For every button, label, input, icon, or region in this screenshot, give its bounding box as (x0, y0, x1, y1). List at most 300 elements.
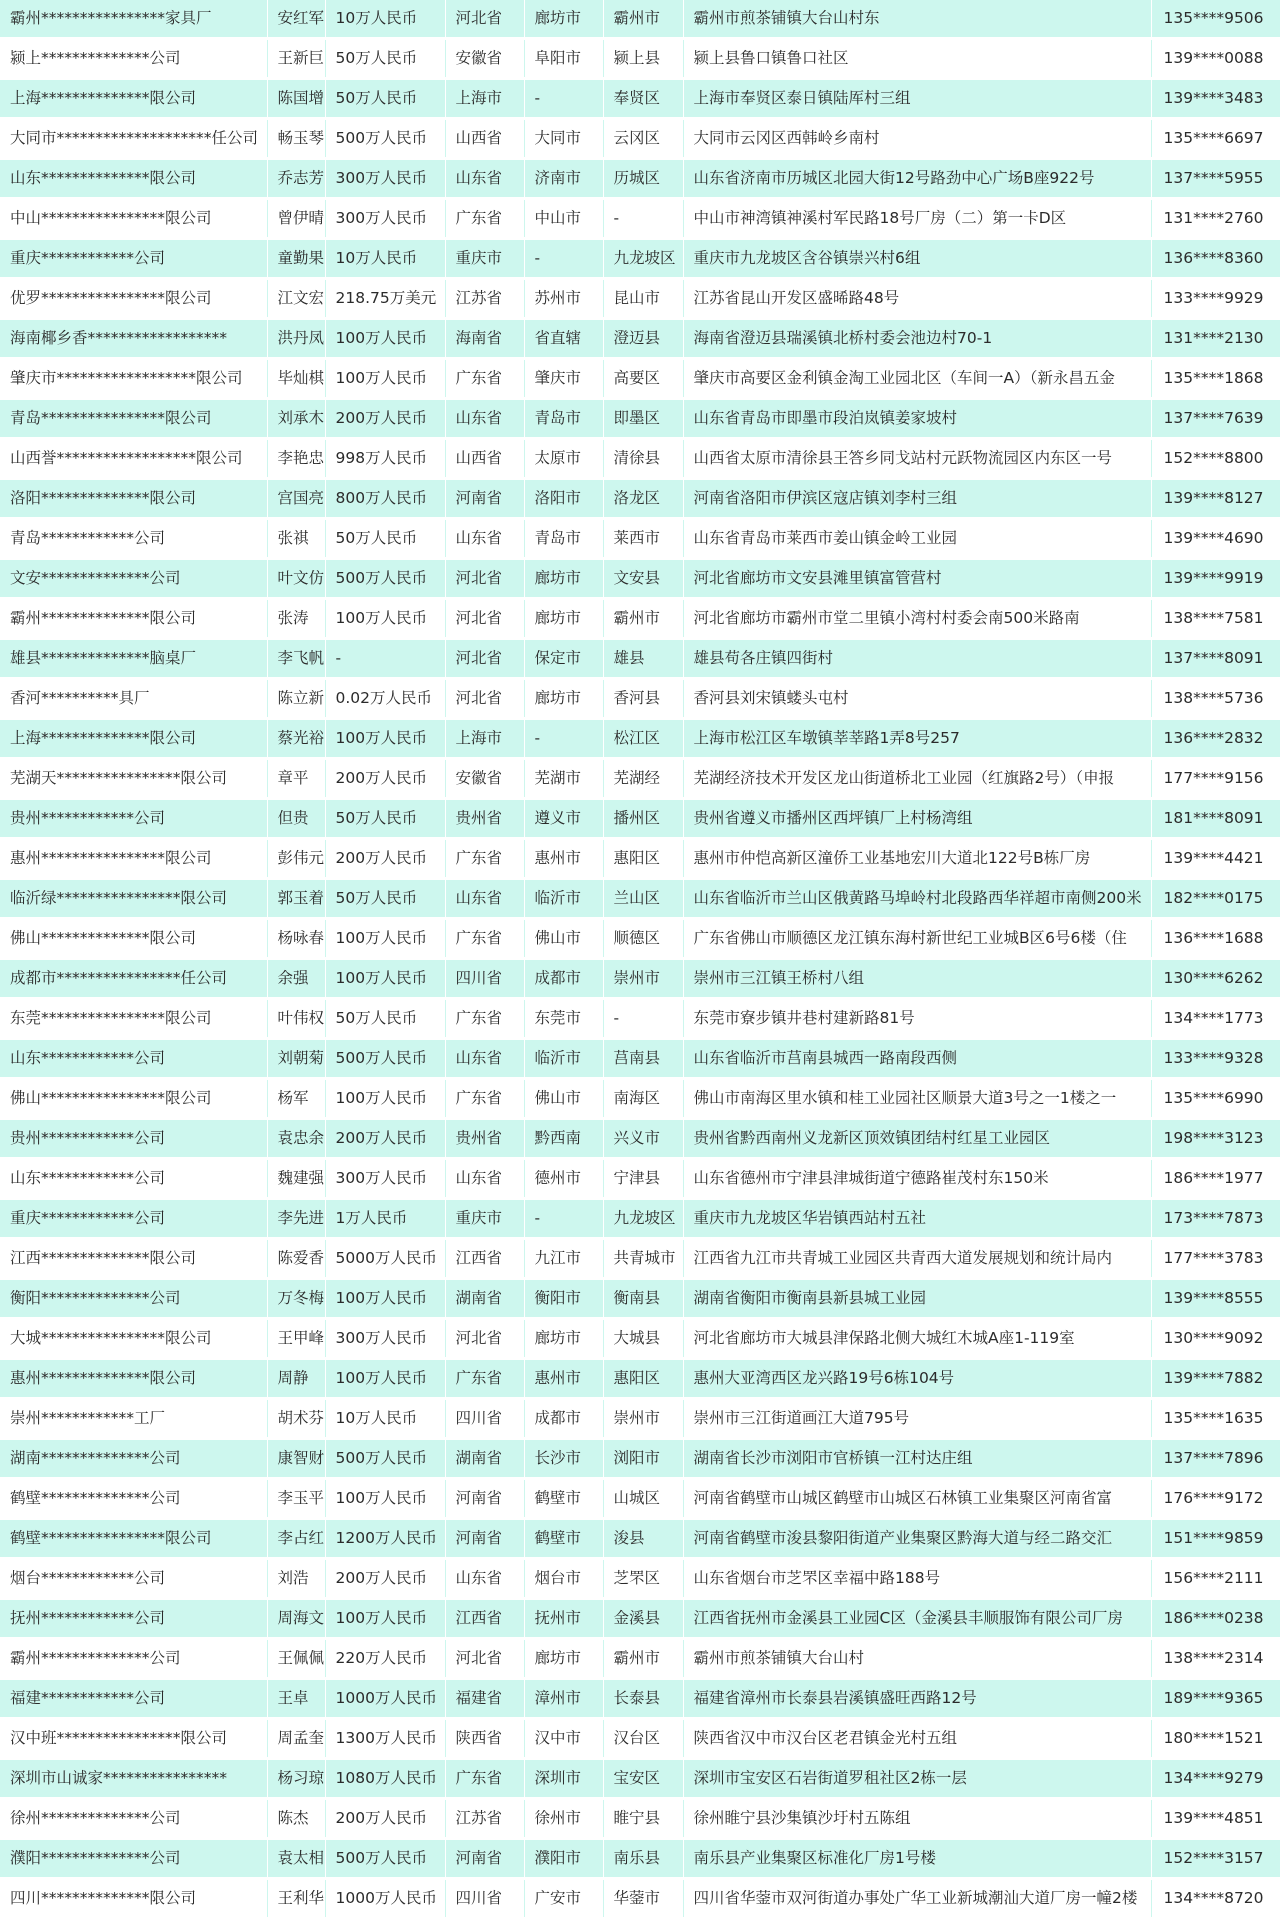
registered-capital-cell: 100万人民币 (325, 1479, 445, 1519)
city-cell: 深圳市 (524, 1759, 603, 1799)
phone-cell: 176****9172 (1151, 1479, 1280, 1519)
table-row (0, 1359, 1280, 1399)
table-row (0, 839, 1280, 879)
district-cell: 高要区 (603, 359, 683, 399)
address-cell: 大同市云冈区西韩岭乡南村 (683, 119, 1151, 159)
company-name-cell: 重庆************公司 (0, 239, 267, 279)
address-cell: 河北省廊坊市大城县津保路北侧大城红木城A座1-119室 (683, 1319, 1151, 1359)
city-cell: - (524, 1199, 603, 1239)
city-cell: 佛山市 (524, 919, 603, 959)
address-cell: 中山市神湾镇神溪村军民路18号厂房（二）第一卡D区 (683, 199, 1151, 239)
province-cell: 河北省 (445, 1319, 524, 1359)
company-name-cell: 洛阳**************限公司 (0, 479, 267, 519)
registered-capital-cell: 300万人民币 (325, 1319, 445, 1359)
phone-cell: 186****1977 (1151, 1159, 1280, 1199)
company-name-cell: 文安**************公司 (0, 559, 267, 599)
city-cell: 长沙市 (524, 1439, 603, 1479)
district-cell: 清徐县 (603, 439, 683, 479)
district-cell: 颍上县 (603, 39, 683, 79)
company-name-cell: 鹤壁**************公司 (0, 1479, 267, 1519)
district-cell: 宁津县 (603, 1159, 683, 1199)
district-cell: 惠阳区 (603, 839, 683, 879)
city-cell: 廊坊市 (524, 1319, 603, 1359)
province-cell: 广东省 (445, 1759, 524, 1799)
phone-cell: 138****5736 (1151, 679, 1280, 719)
legal-person-cell: 安红军 (267, 0, 325, 39)
address-cell: 江西省九江市共青城工业园区共青西大道发展规划和统计局内 (683, 1239, 1151, 1279)
province-cell: 河南省 (445, 1519, 524, 1559)
legal-person-cell: 刘朝菊 (267, 1039, 325, 1079)
phone-cell: 139****9919 (1151, 559, 1280, 599)
legal-person-cell: 袁忠余 (267, 1119, 325, 1159)
district-cell: 共青城市 (603, 1239, 683, 1279)
table-row (0, 879, 1280, 919)
company-name-cell: 颍上**************公司 (0, 39, 267, 79)
district-cell: 长泰县 (603, 1679, 683, 1719)
city-cell: 廊坊市 (524, 559, 603, 599)
province-cell: 江西省 (445, 1599, 524, 1639)
province-cell: 山东省 (445, 879, 524, 919)
province-cell: 河北省 (445, 1639, 524, 1679)
legal-person-cell: 李先进 (267, 1199, 325, 1239)
legal-person-cell: 叶伟权 (267, 999, 325, 1039)
table-row (0, 359, 1280, 399)
registered-capital-cell: 500万人民币 (325, 1039, 445, 1079)
phone-cell: 138****7581 (1151, 599, 1280, 639)
table-row (0, 1759, 1280, 1799)
phone-cell: 151****9859 (1151, 1519, 1280, 1559)
city-cell: 廊坊市 (524, 0, 603, 39)
address-cell: 上海市松江区车墩镇莘莘路1弄8号257 (683, 719, 1151, 759)
legal-person-cell: 章平 (267, 759, 325, 799)
legal-person-cell: 李飞帆 (267, 639, 325, 679)
table-row (0, 679, 1280, 719)
phone-cell: 177****3783 (1151, 1239, 1280, 1279)
address-cell: 山东省临沂市莒南县城西一路南段西侧 (683, 1039, 1151, 1079)
table-row (0, 1519, 1280, 1559)
province-cell: 山东省 (445, 1159, 524, 1199)
table-row (0, 1479, 1280, 1519)
registered-capital-cell: 100万人民币 (325, 919, 445, 959)
company-name-cell: 崇州************工厂 (0, 1399, 267, 1439)
registered-capital-cell: 200万人民币 (325, 1119, 445, 1159)
registered-capital-cell: 5000万人民币 (325, 1239, 445, 1279)
table-row (0, 1879, 1280, 1919)
phone-cell: 137****8091 (1151, 639, 1280, 679)
city-cell: 廊坊市 (524, 1639, 603, 1679)
address-cell: 雄县苟各庄镇四街村 (683, 639, 1151, 679)
city-cell: 鹤壁市 (524, 1479, 603, 1519)
province-cell: 广东省 (445, 919, 524, 959)
legal-person-cell: 胡术芬 (267, 1399, 325, 1439)
legal-person-cell: 王新巨 (267, 39, 325, 79)
table-row (0, 519, 1280, 559)
table-row (0, 1399, 1280, 1439)
province-cell: 河南省 (445, 1479, 524, 1519)
company-name-cell: 贵州************公司 (0, 1119, 267, 1159)
legal-person-cell: 周海文 (267, 1599, 325, 1639)
province-cell: 广东省 (445, 1359, 524, 1399)
table-row (0, 1839, 1280, 1879)
legal-person-cell: 王利华 (267, 1879, 325, 1919)
province-cell: 山东省 (445, 1559, 524, 1599)
registered-capital-cell: 200万人民币 (325, 399, 445, 439)
company-name-cell: 霸州**************公司 (0, 1639, 267, 1679)
province-cell: 山东省 (445, 399, 524, 439)
table-row (0, 719, 1280, 759)
address-cell: 东莞市寮步镇井巷村建新路81号 (683, 999, 1151, 1039)
registered-capital-cell: 100万人民币 (325, 1599, 445, 1639)
registered-capital-cell: 50万人民币 (325, 999, 445, 1039)
company-name-cell: 青岛************公司 (0, 519, 267, 559)
company-name-cell: 青岛****************限公司 (0, 399, 267, 439)
legal-person-cell: 李玉平 (267, 1479, 325, 1519)
table-row (0, 399, 1280, 439)
table-row (0, 559, 1280, 599)
city-cell: 鹤壁市 (524, 1519, 603, 1559)
legal-person-cell: 洪丹凤 (267, 319, 325, 359)
city-cell: 烟台市 (524, 1559, 603, 1599)
city-cell: 济南市 (524, 159, 603, 199)
company-name-cell: 惠州****************限公司 (0, 839, 267, 879)
company-name-cell: 烟台************公司 (0, 1559, 267, 1599)
province-cell: 贵州省 (445, 799, 524, 839)
phone-cell: 130****6262 (1151, 959, 1280, 999)
district-cell: 霸州市 (603, 599, 683, 639)
phone-cell: 135****6697 (1151, 119, 1280, 159)
registered-capital-cell: 1200万人民币 (325, 1519, 445, 1559)
city-cell: 惠州市 (524, 1359, 603, 1399)
registered-capital-cell: 1000万人民币 (325, 1879, 445, 1919)
phone-cell: 137****7896 (1151, 1439, 1280, 1479)
district-cell: 播州区 (603, 799, 683, 839)
city-cell: 惠州市 (524, 839, 603, 879)
address-cell: 山东省德州市宁津县津城街道宁德路崔茂村东150米 (683, 1159, 1151, 1199)
company-name-cell: 优罗****************限公司 (0, 279, 267, 319)
registered-capital-cell: 300万人民币 (325, 199, 445, 239)
company-name-cell: 佛山**************限公司 (0, 919, 267, 959)
phone-cell: 134****9279 (1151, 1759, 1280, 1799)
registered-capital-cell: 200万人民币 (325, 1799, 445, 1839)
address-cell: 霸州市煎茶铺镇大台山村 (683, 1639, 1151, 1679)
province-cell: 山东省 (445, 1039, 524, 1079)
registered-capital-cell: 100万人民币 (325, 359, 445, 399)
district-cell: 澄迈县 (603, 319, 683, 359)
table-row (0, 199, 1280, 239)
registered-capital-cell: 998万人民币 (325, 439, 445, 479)
registered-capital-cell: 100万人民币 (325, 959, 445, 999)
company-name-cell: 大同市********************任公司 (0, 119, 267, 159)
legal-person-cell: 畅玉琴 (267, 119, 325, 159)
registered-capital-cell: 200万人民币 (325, 759, 445, 799)
table-row (0, 799, 1280, 839)
phone-cell: 136****1688 (1151, 919, 1280, 959)
address-cell: 海南省澄迈县瑞溪镇北桥村委会池边村70-1 (683, 319, 1151, 359)
city-cell: - (524, 719, 603, 759)
registered-capital-cell: 50万人民币 (325, 799, 445, 839)
registered-capital-cell: 500万人民币 (325, 559, 445, 599)
phone-cell: 189****9365 (1151, 1679, 1280, 1719)
legal-person-cell: 余强 (267, 959, 325, 999)
city-cell: 汉中市 (524, 1719, 603, 1759)
district-cell: 华蓥市 (603, 1879, 683, 1919)
address-cell: 惠州市仲恺高新区潼侨工业基地宏川大道北122号B栋厂房 (683, 839, 1151, 879)
legal-person-cell: 乔志芳 (267, 159, 325, 199)
district-cell: 浚县 (603, 1519, 683, 1559)
province-cell: 安徽省 (445, 39, 524, 79)
registered-capital-cell: 100万人民币 (325, 1279, 445, 1319)
table-row (0, 759, 1280, 799)
company-name-cell: 霸州****************家具厂 (0, 0, 267, 39)
city-cell: 洛阳市 (524, 479, 603, 519)
address-cell: 陕西省汉中市汉台区老君镇金光村五组 (683, 1719, 1151, 1759)
registered-capital-cell: 800万人民币 (325, 479, 445, 519)
table-row (0, 1799, 1280, 1839)
company-name-cell: 鹤壁****************限公司 (0, 1519, 267, 1559)
company-name-cell: 雄县**************脑桌厂 (0, 639, 267, 679)
legal-person-cell: 杨军 (267, 1079, 325, 1119)
table-row (0, 159, 1280, 199)
province-cell: 广东省 (445, 1079, 524, 1119)
company-name-cell: 湖南**************公司 (0, 1439, 267, 1479)
company-name-cell: 衡阳**************公司 (0, 1279, 267, 1319)
address-cell: 山西省太原市清徐县王答乡同戈站村元跃物流园区内东区一号 (683, 439, 1151, 479)
registered-capital-cell: 300万人民币 (325, 1159, 445, 1199)
district-cell: 兴义市 (603, 1119, 683, 1159)
district-cell: 莱西市 (603, 519, 683, 559)
district-cell: 霸州市 (603, 1639, 683, 1679)
address-cell: 河南省鹤壁市浚县黎阳街道产业集聚区黔海大道与经二路交汇 (683, 1519, 1151, 1559)
legal-person-cell: 万冬梅 (267, 1279, 325, 1319)
company-name-cell: 福建************公司 (0, 1679, 267, 1719)
province-cell: 安徽省 (445, 759, 524, 799)
city-cell: 成都市 (524, 1399, 603, 1439)
company-name-cell: 佛山****************限公司 (0, 1079, 267, 1119)
table-row (0, 599, 1280, 639)
registered-capital-cell: 100万人民币 (325, 719, 445, 759)
legal-person-cell: 曾伊晴 (267, 199, 325, 239)
district-cell: 莒南县 (603, 1039, 683, 1079)
legal-person-cell: 陈国增 (267, 79, 325, 119)
company-name-cell: 四川**************限公司 (0, 1879, 267, 1919)
district-cell: 汉台区 (603, 1719, 683, 1759)
address-cell: 山东省烟台市芝罘区幸福中路188号 (683, 1559, 1151, 1599)
province-cell: 山西省 (445, 119, 524, 159)
phone-cell: 173****7873 (1151, 1199, 1280, 1239)
city-cell: 苏州市 (524, 279, 603, 319)
table-row (0, 959, 1280, 999)
registered-capital-cell: 50万人民币 (325, 79, 445, 119)
province-cell: 江苏省 (445, 1799, 524, 1839)
legal-person-cell: 魏建强 (267, 1159, 325, 1199)
phone-cell: 131****2760 (1151, 199, 1280, 239)
registered-capital-cell: 1080万人民币 (325, 1759, 445, 1799)
phone-cell: 137****7639 (1151, 399, 1280, 439)
district-cell: 云冈区 (603, 119, 683, 159)
province-cell: 河北省 (445, 679, 524, 719)
phone-cell: 137****5955 (1151, 159, 1280, 199)
phone-cell: 138****2314 (1151, 1639, 1280, 1679)
registered-capital-cell: 0.02万人民币 (325, 679, 445, 719)
province-cell: 四川省 (445, 959, 524, 999)
legal-person-cell: 张涛 (267, 599, 325, 639)
province-cell: 河南省 (445, 1839, 524, 1879)
phone-cell: 139****4421 (1151, 839, 1280, 879)
legal-person-cell: 康智财 (267, 1439, 325, 1479)
address-cell: 河北省廊坊市文安县滩里镇富管营村 (683, 559, 1151, 599)
district-cell: 松江区 (603, 719, 683, 759)
phone-cell: 177****9156 (1151, 759, 1280, 799)
city-cell: 保定市 (524, 639, 603, 679)
company-name-cell: 深圳市山诚家**************** (0, 1759, 267, 1799)
legal-person-cell: 彭伟元 (267, 839, 325, 879)
table-row (0, 1599, 1280, 1639)
registered-capital-cell: 500万人民币 (325, 119, 445, 159)
province-cell: 广东省 (445, 199, 524, 239)
address-cell: 山东省临沂市兰山区俄黄路马埠岭村北段路西华祥超市南侧200米 (683, 879, 1151, 919)
city-cell: 大同市 (524, 119, 603, 159)
address-cell: 山东省青岛市莱西市姜山镇金岭工业园 (683, 519, 1151, 559)
address-cell: 贵州省遵义市播州区西坪镇厂上村杨湾组 (683, 799, 1151, 839)
address-cell: 河南省鹤壁市山城区鹤壁市山城区石林镇工业集聚区河南省富 (683, 1479, 1151, 1519)
registered-capital-cell: 10万人民币 (325, 1399, 445, 1439)
city-cell: 衡阳市 (524, 1279, 603, 1319)
legal-person-cell: 张祺 (267, 519, 325, 559)
province-cell: 河北省 (445, 639, 524, 679)
legal-person-cell: 王甲峰 (267, 1319, 325, 1359)
district-cell: 霸州市 (603, 0, 683, 39)
company-name-cell: 中山****************限公司 (0, 199, 267, 239)
phone-cell: 135****9506 (1151, 0, 1280, 39)
table-row (0, 279, 1280, 319)
province-cell: 广东省 (445, 999, 524, 1039)
address-cell: 江西省抚州市金溪县工业园C区（金溪县丰顺服饰有限公司厂房 (683, 1599, 1151, 1639)
province-cell: 河北省 (445, 0, 524, 39)
address-cell: 崇州市三江镇王桥村八组 (683, 959, 1151, 999)
district-cell: 衡南县 (603, 1279, 683, 1319)
city-cell: 徐州市 (524, 1799, 603, 1839)
district-cell: 浏阳市 (603, 1439, 683, 1479)
phone-cell: 136****8360 (1151, 239, 1280, 279)
legal-person-cell: 童勤果 (267, 239, 325, 279)
city-cell: 佛山市 (524, 1079, 603, 1119)
city-cell: 廊坊市 (524, 599, 603, 639)
legal-person-cell: 李艳忠 (267, 439, 325, 479)
district-cell: 山城区 (603, 1479, 683, 1519)
company-name-cell: 上海**************限公司 (0, 79, 267, 119)
table-row (0, 1319, 1280, 1359)
address-cell: 香河县刘宋镇蝼头屯村 (683, 679, 1151, 719)
province-cell: 广东省 (445, 839, 524, 879)
phone-cell: 152****8800 (1151, 439, 1280, 479)
district-cell: 崇州市 (603, 1399, 683, 1439)
district-cell: 宝安区 (603, 1759, 683, 1799)
province-cell: 上海市 (445, 79, 524, 119)
address-cell: 上海市奉贤区泰日镇陆厍村三组 (683, 79, 1151, 119)
registered-capital-cell: 50万人民币 (325, 519, 445, 559)
table-row (0, 0, 1280, 39)
province-cell: 重庆市 (445, 1199, 524, 1239)
legal-person-cell: 但贵 (267, 799, 325, 839)
legal-person-cell: 叶文仿 (267, 559, 325, 599)
province-cell: 河北省 (445, 599, 524, 639)
phone-cell: 139****8555 (1151, 1279, 1280, 1319)
registered-capital-cell: 218.75万美元 (325, 279, 445, 319)
phone-cell: 133****9929 (1151, 279, 1280, 319)
table-row (0, 239, 1280, 279)
city-cell: 临沂市 (524, 879, 603, 919)
address-cell: 崇州市三江街道画江大道795号 (683, 1399, 1151, 1439)
address-cell: 广东省佛山市顺德区龙江镇东海村新世纪工业城B区6号6楼（住 (683, 919, 1151, 959)
address-cell: 福建省漳州市长泰县岩溪镇盛旺西路12号 (683, 1679, 1151, 1719)
district-cell: 崇州市 (603, 959, 683, 999)
district-cell: 惠阳区 (603, 1359, 683, 1399)
legal-person-cell: 江文宏 (267, 279, 325, 319)
district-cell: 九龙坡区 (603, 239, 683, 279)
table-row (0, 1119, 1280, 1159)
province-cell: 河南省 (445, 479, 524, 519)
address-cell: 江苏省昆山开发区盛晞路48号 (683, 279, 1151, 319)
address-cell: 河南省洛阳市伊滨区寇店镇刘李村三组 (683, 479, 1151, 519)
company-name-cell: 江西**************限公司 (0, 1239, 267, 1279)
registered-capital-cell: 10万人民币 (325, 0, 445, 39)
district-cell: 芜湖经 (603, 759, 683, 799)
legal-person-cell: 杨咏春 (267, 919, 325, 959)
address-cell: 四川省华蓥市双河街道办事处广华工业新城潮汕大道厂房一幢2楼 (683, 1879, 1151, 1919)
company-name-cell: 抚州************公司 (0, 1599, 267, 1639)
table-row (0, 1279, 1280, 1319)
address-cell: 南乐县产业集聚区标准化厂房1号楼 (683, 1839, 1151, 1879)
registered-capital-cell: - (325, 639, 445, 679)
table-row (0, 39, 1280, 79)
table-row (0, 1639, 1280, 1679)
table-row (0, 1239, 1280, 1279)
company-name-cell: 东莞****************限公司 (0, 999, 267, 1039)
phone-cell: 136****2832 (1151, 719, 1280, 759)
registered-capital-cell: 1000万人民币 (325, 1679, 445, 1719)
legal-person-cell: 蔡光裕 (267, 719, 325, 759)
city-cell: 临沂市 (524, 1039, 603, 1079)
legal-person-cell: 王卓 (267, 1679, 325, 1719)
district-cell: 九龙坡区 (603, 1199, 683, 1239)
province-cell: 河北省 (445, 559, 524, 599)
city-cell: 遵义市 (524, 799, 603, 839)
registered-capital-cell: 10万人民币 (325, 239, 445, 279)
district-cell: 洛龙区 (603, 479, 683, 519)
legal-person-cell: 王佩佩 (267, 1639, 325, 1679)
company-name-cell: 芜湖天****************限公司 (0, 759, 267, 799)
legal-person-cell: 袁太相 (267, 1839, 325, 1879)
registered-capital-cell: 500万人民币 (325, 1439, 445, 1479)
address-cell: 河北省廊坊市霸州市堂二里镇小湾村村委会南500米路南 (683, 599, 1151, 639)
company-name-cell: 汉中班****************限公司 (0, 1719, 267, 1759)
address-cell: 惠州大亚湾西区龙兴路19号6栋104号 (683, 1359, 1151, 1399)
phone-cell: 181****8091 (1151, 799, 1280, 839)
city-cell: 廊坊市 (524, 679, 603, 719)
table-row (0, 439, 1280, 479)
table-row (0, 1039, 1280, 1079)
city-cell: 抚州市 (524, 1599, 603, 1639)
phone-cell: 134****8720 (1151, 1879, 1280, 1919)
company-name-cell: 山东************公司 (0, 1159, 267, 1199)
address-cell: 深圳市宝安区石岩街道罗租社区2栋一层 (683, 1759, 1151, 1799)
registered-capital-cell: 100万人民币 (325, 1359, 445, 1399)
table-row (0, 1559, 1280, 1599)
legal-person-cell: 毕灿棋 (267, 359, 325, 399)
registered-capital-cell: 220万人民币 (325, 1639, 445, 1679)
registered-capital-cell: 1300万人民币 (325, 1719, 445, 1759)
district-cell: 文安县 (603, 559, 683, 599)
